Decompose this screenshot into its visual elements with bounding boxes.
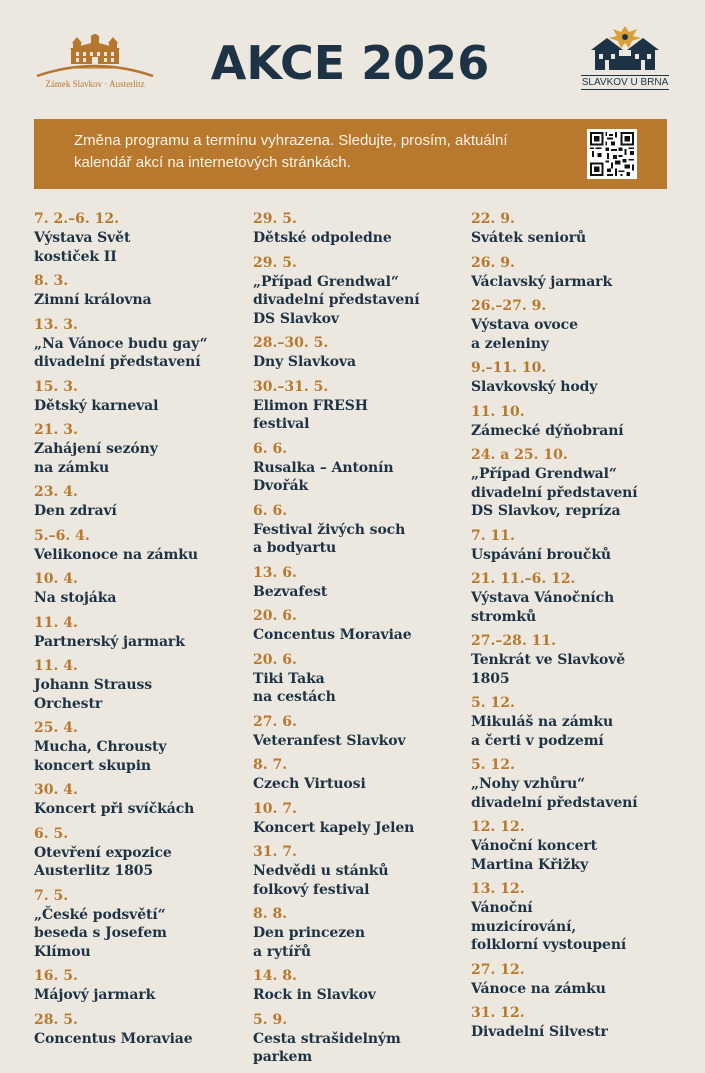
event-date: 28. 5.	[34, 1011, 78, 1028]
event-date: 8. 7.	[253, 757, 288, 773]
event-date: 7. 11.	[471, 527, 515, 544]
event-date: 27.–28. 11.	[471, 633, 556, 649]
event-item	[471, 403, 686, 441]
event-date: 30.–31. 5.	[253, 378, 329, 395]
event-item	[34, 1011, 249, 1049]
slavkov-u-brna-logo	[578, 24, 672, 94]
event-name: Den princezen a rytířů	[253, 925, 365, 960]
event-date: 16. 5.	[34, 968, 78, 984]
event-name: Na stojáka	[34, 590, 117, 606]
event-name: Tiki Taka na cestách	[253, 670, 336, 705]
event-name: Otevření expozice Austerlitz 1805	[34, 844, 172, 879]
event-item	[34, 316, 249, 372]
event-item	[34, 781, 249, 819]
event-date: 5. 9.	[253, 1011, 288, 1028]
event-item	[471, 359, 686, 397]
event-date: 14. 8.	[253, 968, 297, 984]
event-name: Vánoční muzicírování, folklorní vystoupení	[471, 900, 627, 953]
event-date: 11. 4.	[34, 614, 78, 631]
event-date: 28.–30. 5.	[253, 335, 329, 351]
event-name: „České podsvětí“ beseda s Josefem Klímou	[34, 906, 167, 960]
events-column-1	[34, 210, 249, 1054]
event-name: Divadelní Silvestr	[471, 1024, 608, 1040]
event-date: 26.–27. 9.	[471, 298, 547, 314]
event-item	[471, 880, 686, 955]
event-date: 5.–6. 4.	[34, 527, 90, 544]
event-item	[471, 254, 686, 292]
event-date: 31. 12.	[471, 1005, 525, 1021]
event-date: 21. 3.	[34, 422, 78, 438]
event-date: 5. 12.	[471, 695, 515, 711]
event-name: Výstava Svět kostiček II	[34, 230, 131, 265]
event-item	[253, 800, 468, 838]
event-name: Festival živých soch a bodyartu	[253, 521, 406, 556]
event-name: Den zdraví	[34, 503, 117, 519]
event-name: Koncert při svíčkách	[34, 801, 195, 817]
event-date: 20. 6.	[253, 651, 297, 668]
event-name: Dětské odpoledne	[253, 230, 392, 246]
event-date: 13. 12.	[471, 881, 525, 897]
events-column-2	[253, 210, 468, 1073]
event-item	[471, 527, 686, 565]
zamek-slavkov-logo	[30, 34, 160, 94]
event-date: 10. 7.	[253, 800, 297, 817]
event-date: 13. 6.	[253, 564, 297, 581]
event-name: Concentus Moraviae	[253, 627, 412, 643]
event-name: Vánoce na zámku	[471, 980, 606, 997]
event-name: Výstava ovoce a zeleniny	[471, 317, 578, 352]
event-name: Concentus Moraviae	[34, 1030, 193, 1047]
event-date: 24. a 25. 10.	[471, 447, 568, 463]
event-name: Mucha, Chrousty koncert skupin	[34, 739, 167, 774]
event-name: Václavský jarmark	[471, 273, 613, 290]
event-name: Dětský karneval	[34, 397, 159, 414]
castle-logo-icon	[33, 34, 157, 78]
event-item	[471, 694, 686, 750]
event-item	[253, 440, 468, 496]
event-name: Tenkrát ve Slavkově 1805	[471, 652, 626, 687]
event-item	[253, 651, 468, 707]
event-date: 6. 6.	[253, 440, 288, 457]
logo-left-caption: Zámek Slavkov · Austerlitz	[45, 79, 145, 89]
event-item	[471, 632, 686, 688]
event-name: Uspávání broučků	[471, 546, 612, 563]
event-item	[34, 570, 249, 608]
event-item	[253, 713, 468, 751]
event-name: Májový jarmark	[34, 987, 156, 1003]
event-name: Bezvafest	[253, 583, 328, 600]
event-name: Nedvědi u stánků folkový festival	[253, 863, 389, 898]
event-item	[253, 607, 468, 645]
event-item	[253, 756, 468, 794]
event-item	[34, 967, 249, 1005]
notice-banner	[34, 119, 667, 189]
event-name: Výstava Vánočních stromků	[471, 590, 615, 625]
event-name: Slavkovský hody	[471, 379, 598, 395]
event-name: Velikonoce na zámku	[34, 546, 198, 563]
qr-code-icon[interactable]	[587, 129, 637, 179]
event-name: Vánoční koncert Martina Křižky	[471, 838, 598, 873]
event-item	[253, 1011, 468, 1067]
page-title: AKCE 2026	[210, 36, 490, 90]
event-item	[34, 210, 249, 266]
event-date: 11. 10.	[471, 403, 525, 420]
event-name: Czech Virtuosi	[253, 776, 366, 792]
event-item	[471, 1004, 686, 1042]
event-item	[471, 570, 686, 626]
event-date: 25. 4.	[34, 720, 78, 736]
event-name: Dny Slavkova	[253, 354, 357, 370]
event-item	[471, 756, 686, 812]
event-date: 22. 9.	[471, 211, 515, 227]
event-name: Cesta strašidelným parkem	[253, 1030, 401, 1065]
event-item	[253, 502, 468, 558]
event-item	[34, 657, 249, 713]
event-item	[253, 967, 468, 1005]
event-item	[253, 564, 468, 602]
event-item	[34, 483, 249, 521]
event-name: „Na Vánoce budu gay“ divadelní představení	[34, 335, 208, 370]
event-date: 8. 8.	[253, 906, 288, 922]
event-date: 23. 4.	[34, 484, 78, 500]
event-name: Veteranfest Slavkov	[253, 732, 406, 749]
event-date: 29. 5.	[253, 254, 297, 271]
event-item	[34, 825, 249, 881]
event-name: Rock in Slavkov	[253, 987, 376, 1003]
event-item	[34, 719, 249, 775]
event-name: Zámecké dýňobraní	[471, 422, 624, 439]
event-name: „Případ Grendwal“ divadelní představení DS Slavkov	[253, 273, 420, 327]
event-item	[34, 614, 249, 652]
event-name: Zahájení sezóny na zámku	[34, 441, 158, 476]
event-date: 9.–11. 10.	[471, 360, 547, 376]
event-date: 29. 5.	[253, 211, 297, 227]
event-item	[34, 527, 249, 565]
event-date: 7. 2.–6. 12.	[34, 211, 119, 227]
event-name: Mikuláš na zámku a čerti v podzemí	[471, 714, 614, 749]
event-name: Rusalka – Antonín Dvořák	[253, 459, 394, 494]
event-item	[471, 961, 686, 999]
event-date: 31. 7.	[253, 844, 297, 860]
event-item	[253, 843, 468, 899]
event-item	[253, 210, 468, 248]
notice-text: Změna programu a termínu vyhrazena. Sledujte, prosím, aktuální kalendář akcí na internetových stránkách.	[74, 132, 508, 171]
event-item	[471, 210, 686, 248]
event-date: 8. 3.	[34, 273, 69, 289]
event-date: 27. 12.	[471, 961, 525, 978]
event-date: 5. 12.	[471, 757, 515, 773]
events-column-3	[471, 210, 686, 1048]
event-name: „Případ Grendwal“ divadelní představení DS Slavkov, repríza	[471, 466, 638, 519]
event-item	[253, 378, 468, 434]
event-date: 26. 9.	[471, 254, 515, 271]
event-item	[34, 378, 249, 416]
page-header	[0, 0, 705, 110]
event-name: Johann Strauss Orchestr	[34, 677, 153, 712]
event-item	[471, 818, 686, 874]
event-name: Koncert kapely Jelen	[253, 819, 415, 836]
event-name: Svátek seniorů	[471, 230, 587, 246]
event-name: Partnerský jarmark	[34, 633, 185, 650]
event-item	[253, 254, 468, 329]
event-date: 6. 6.	[253, 502, 288, 519]
event-item	[471, 446, 686, 521]
slavkov-crest-icon	[585, 24, 665, 74]
event-name: „Nohy vzhůru“ divadelní představení	[471, 776, 638, 811]
event-item	[34, 421, 249, 477]
event-date: 7. 5.	[34, 887, 69, 904]
event-date: 6. 5.	[34, 825, 69, 842]
event-name: Elimon FRESH festival	[253, 397, 368, 432]
event-item	[253, 905, 468, 961]
event-date: 12. 12.	[471, 819, 525, 835]
event-date: 30. 4.	[34, 782, 78, 798]
event-item	[253, 334, 468, 372]
event-date: 20. 6.	[253, 608, 297, 624]
event-date: 21. 11.–6. 12.	[471, 571, 576, 587]
event-name: Zimní královna	[34, 292, 152, 308]
event-date: 10. 4.	[34, 571, 78, 587]
event-date: 11. 4.	[34, 658, 78, 674]
event-item	[34, 887, 249, 962]
event-item	[34, 272, 249, 310]
event-date: 15. 3.	[34, 378, 78, 395]
logo-right-caption: SLAVKOV U BRNA	[581, 77, 669, 88]
event-item	[471, 297, 686, 353]
event-date: 27. 6.	[253, 713, 297, 730]
event-date: 13. 3.	[34, 316, 78, 333]
